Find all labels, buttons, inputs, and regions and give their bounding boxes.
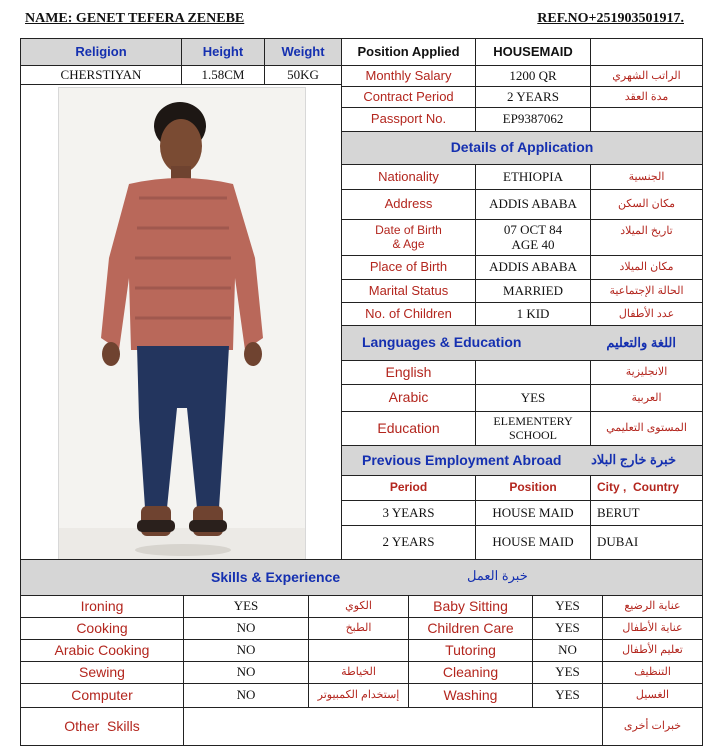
place-of-birth-label: Place of Birth [341,255,476,280]
education-value-line1: ELEMENTERY [493,414,573,429]
children-label: No. of Children [341,302,476,326]
skill-tutoring-label: Tutoring [408,639,533,662]
nationality-label: Nationality [341,164,476,190]
skill-baby-sitting-label: Baby Sitting [408,595,533,618]
address-arabic: مكان السكن [590,189,703,220]
date-of-birth-label-line1: Date of Birth [375,223,442,238]
skill-cooking-label: Cooking [20,617,184,640]
contract-period-label: Contract Period [341,86,476,108]
employment-row-2-period: 2 YEARS [341,525,476,560]
skill-washing-label: Washing [408,683,533,708]
nationality-value: ETHIOPIA [475,164,591,190]
skill-children-care-label: Children Care [408,617,533,640]
weight-header: Weight [264,38,342,66]
employment-row-2-place: DUBAI [590,525,703,560]
date-of-birth-arabic: تاريخ الميلاد [590,219,703,256]
monthly-salary-value: 1200 QR [475,65,591,87]
education-value [475,411,591,446]
skill-cleaning-value: YES [532,661,603,684]
address-label: Address [341,189,476,220]
monthly-salary-label: Monthly Salary [341,65,476,87]
education-arabic: المستوى التعليمي [590,411,703,446]
languages-title: Languages & Education [362,334,522,351]
candidate-photo [58,87,306,560]
candidate-name: NAME: GENET TEFERA ZENEBE [25,11,245,26]
skill-baby-sitting-value: YES [532,595,603,618]
skill-ironing-label: Ironing [20,595,184,618]
employment-place-header: City , Country [590,475,703,501]
contract-period-value: 2 YEARS [475,86,591,108]
skills-title-arabic: خبرة العمل [467,568,528,583]
employment-row-1-position: HOUSE MAID [475,500,591,526]
skill-washing-value: YES [532,683,603,708]
skill-sewing-label: Sewing [20,661,184,684]
other-skills-value [183,707,603,746]
nationality-arabic: الجنسية [590,164,703,190]
other-skills-arabic: خبرات أخرى [602,707,703,746]
skill-cooking-value: NO [183,617,309,640]
date-of-birth-value [475,219,591,256]
height-header: Height [181,38,265,66]
arabic-value: YES [475,384,591,412]
languages-title-arabic: اللغة والتعليم [606,334,676,350]
skill-arabic-cooking-arabic [308,639,409,662]
marital-status-arabic: الحالة الإجتماعية [590,279,703,303]
children-value: 1 KID [475,302,591,326]
skill-cleaning-arabic: التنظيف [602,661,703,684]
marital-status-label: Marital Status [341,279,476,303]
skill-children-care-arabic: عناية الأطفال [602,617,703,640]
religion-value: CHERSTIYAN [20,65,182,85]
application-section-title: Details of Application [341,131,703,165]
skill-arabic-cooking-label: Arabic Cooking [20,639,184,662]
reference-number: REF.NO+251903501917. [537,11,684,26]
employment-position-header: Position [475,475,591,501]
marital-status-value: MARRIED [475,279,591,303]
date-of-birth-label [341,219,476,256]
education-label: Education [341,411,476,446]
arabic-label: Arabic [341,384,476,412]
skill-cleaning-label: Cleaning [408,661,533,684]
skill-tutoring-arabic: تعليم الأطفال [602,639,703,662]
employment-title: Previous Employment Abroad [362,451,562,468]
skill-sewing-value: NO [183,661,309,684]
passport-empty [590,107,703,132]
date-of-birth-label-line2: & Age [392,236,425,251]
monthly-salary-arabic: الراتب الشهري [590,65,703,87]
skills-section-title [20,559,703,596]
passport-label: Passport No. [341,107,476,132]
position-applied-value: HOUSEMAID [475,38,591,66]
contract-period-arabic: مدة العقد [590,86,703,108]
employment-section-title [341,445,703,476]
arabic-arabic: العربية [590,384,703,412]
skill-computer-arabic: إستخدام الكمبيوتر [308,683,409,708]
skill-children-care-value: YES [532,617,603,640]
employment-title-arabic: خبرة خارج البلاد [591,452,676,468]
skill-tutoring-value: NO [532,639,603,662]
skill-computer-label: Computer [20,683,184,708]
candidate-photo-illustration [59,88,305,559]
english-value [475,360,591,385]
height-value: 1.58CM [181,65,265,85]
religion-header: Religion [20,38,182,66]
age-value: AGE 40 [511,236,555,252]
skill-computer-value: NO [183,683,309,708]
passport-value: EP9387062 [475,107,591,132]
employment-row-1-place: BERUT [590,500,703,526]
skill-baby-sitting-arabic: عناية الرضيع [602,595,703,618]
employment-row-2-position: HOUSE MAID [475,525,591,560]
other-skills-label: Other Skills [20,707,184,746]
skills-title: Skills & Experience [211,569,341,585]
education-value-line2: SCHOOL [508,427,557,442]
skill-ironing-arabic: الكوي [308,595,409,618]
employment-period-header: Period [341,475,476,501]
skill-arabic-cooking-value: NO [183,639,309,662]
languages-section-title [341,325,703,361]
position-applied-label: Position Applied [341,38,476,66]
employment-row-1-period: 3 YEARS [341,500,476,526]
address-value: ADDIS ABABA [475,189,591,220]
english-label: English [341,360,476,385]
children-arabic: عدد الأطفال [590,302,703,326]
place-of-birth-arabic: مكان الميلاد [590,255,703,280]
weight-value: 50KG [264,65,342,85]
skill-sewing-arabic: الخياطة [308,661,409,684]
date-of-birth-date: 07 OCT 84 [503,222,563,238]
english-arabic: الانجليزية [590,360,703,385]
skill-ironing-value: YES [183,595,309,618]
position-applied-empty [590,38,703,66]
skill-washing-arabic: الغسيل [602,683,703,708]
place-of-birth-value: ADDIS ABABA [475,255,591,280]
skill-cooking-arabic: الطبخ [308,617,409,640]
